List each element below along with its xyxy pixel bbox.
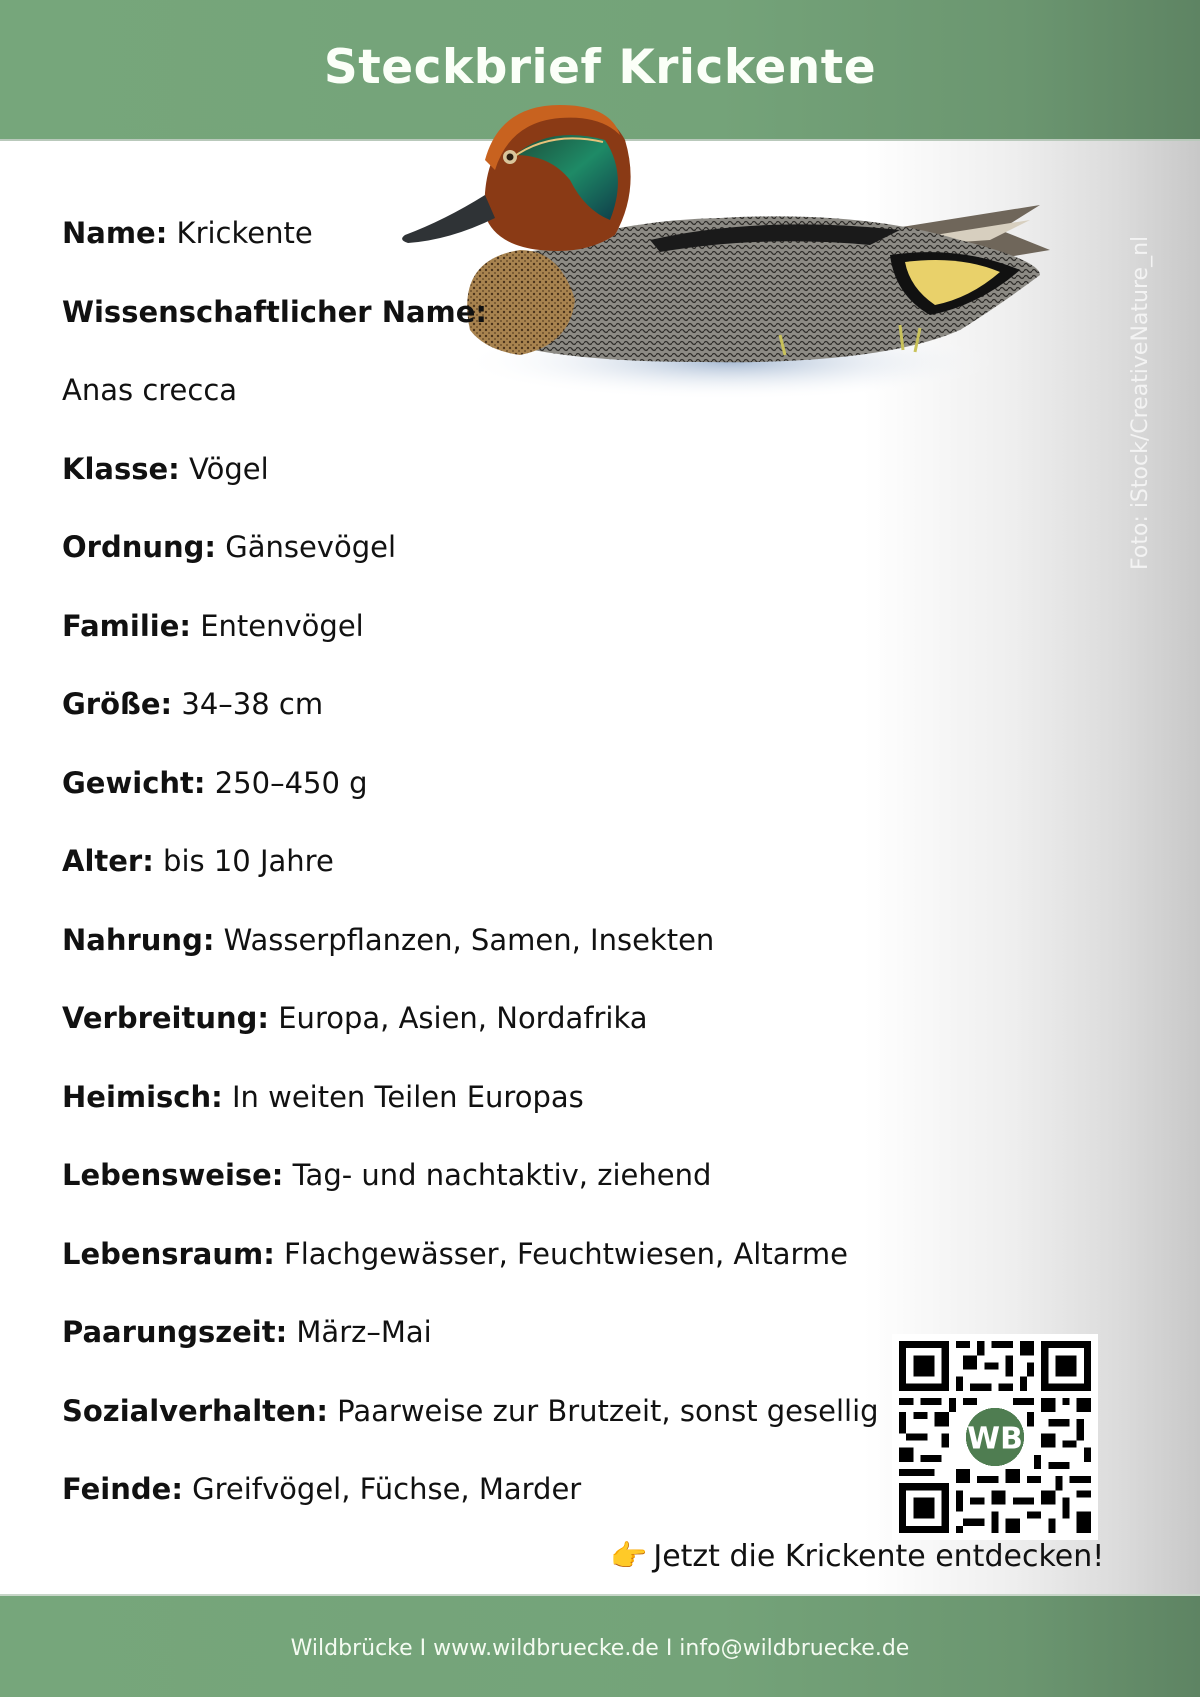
fact-row-habitat (62, 1234, 848, 1274)
fact-row-size (62, 684, 323, 724)
pointing-hand-icon: 👉 (610, 1539, 648, 1574)
fact-label: Sozialverhalten: (62, 1394, 328, 1428)
fact-value: Greifvögel, Füchse, Marder (192, 1472, 582, 1506)
fact-row-class (62, 449, 269, 489)
fact-row-age (62, 841, 334, 881)
fact-label: Verbreitung: (62, 1001, 270, 1035)
fact-row-enemies (62, 1469, 581, 1509)
fact-row-social-behavior (62, 1391, 879, 1431)
fact-value: Europa, Asien, Nordafrika (278, 1001, 648, 1035)
fact-value: 34–38 cm (181, 687, 324, 721)
fact-value: 250–450 g (214, 766, 368, 800)
fact-value: März–Mai (296, 1315, 432, 1349)
fact-value: Entenvögel (200, 609, 364, 643)
qr-logo-text: WB (967, 1421, 1023, 1457)
fact-row-distribution (62, 998, 648, 1038)
fact-row-lifestyle (62, 1155, 711, 1195)
fact-label: Gewicht: (62, 766, 206, 800)
fact-row-scientific-name-value (62, 370, 237, 410)
fact-row-mating-season (62, 1312, 432, 1352)
fact-row-order (62, 527, 396, 567)
fact-value: Wasserpflanzen, Samen, Insekten (223, 923, 715, 957)
photo-credit: Foto: iStock/CreativeNature_nl (1128, 235, 1153, 570)
fact-value: Tag- und nachtaktiv, ziehend (292, 1158, 712, 1192)
fact-label: Alter: (62, 844, 154, 878)
fact-row-scientific-name (62, 292, 487, 332)
fact-label: Lebensweise: (62, 1158, 284, 1192)
fact-label: Ordnung: (62, 530, 217, 564)
fact-value: Gänsevögel (225, 530, 397, 564)
fact-value: Paarweise zur Brutzeit, sonst gesellig (337, 1394, 879, 1428)
footer-contact: Wildbrücke I www.wildbruecke.de I info@wildbruecke.de (290, 1636, 910, 1661)
fact-label: Wissenschaftlicher Name: (62, 295, 488, 329)
fact-row-name (62, 213, 313, 253)
fact-row-weight (62, 763, 368, 803)
fact-value: Krickente (176, 216, 313, 250)
cta-text: Jetzt die Krickente entdecken! (653, 1539, 1105, 1574)
qr-code-icon (892, 1334, 1098, 1540)
fact-value: In weiten Teilen Europas (231, 1080, 584, 1114)
fact-row-family (62, 606, 364, 646)
duck-photo (400, 100, 1140, 440)
footer-bar (0, 1594, 1200, 1697)
fact-value: bis 10 Jahre (163, 844, 334, 878)
fact-label: Klasse: (62, 452, 180, 486)
fact-label: Paarungszeit: (62, 1315, 288, 1349)
fact-value: Vögel (189, 452, 269, 486)
fact-value: Anas crecca (62, 373, 238, 407)
fact-value: Flachgewässer, Feuchtwiesen, Altarme (284, 1237, 848, 1271)
page-title: Steckbrief Krickente (323, 40, 877, 95)
fact-label: Name: (62, 216, 168, 250)
fact-label: Lebensraum: (62, 1237, 275, 1271)
fact-label: Größe: (62, 687, 173, 721)
fact-row-food (62, 920, 714, 960)
fact-row-native (62, 1077, 584, 1117)
fact-label: Nahrung: (62, 923, 215, 957)
fact-label: Heimisch: (62, 1080, 223, 1114)
fact-label: Feinde: (62, 1472, 183, 1506)
fact-label: Familie: (62, 609, 191, 643)
qr-code[interactable] (892, 1334, 1098, 1540)
cta-link[interactable] (610, 1539, 1104, 1574)
